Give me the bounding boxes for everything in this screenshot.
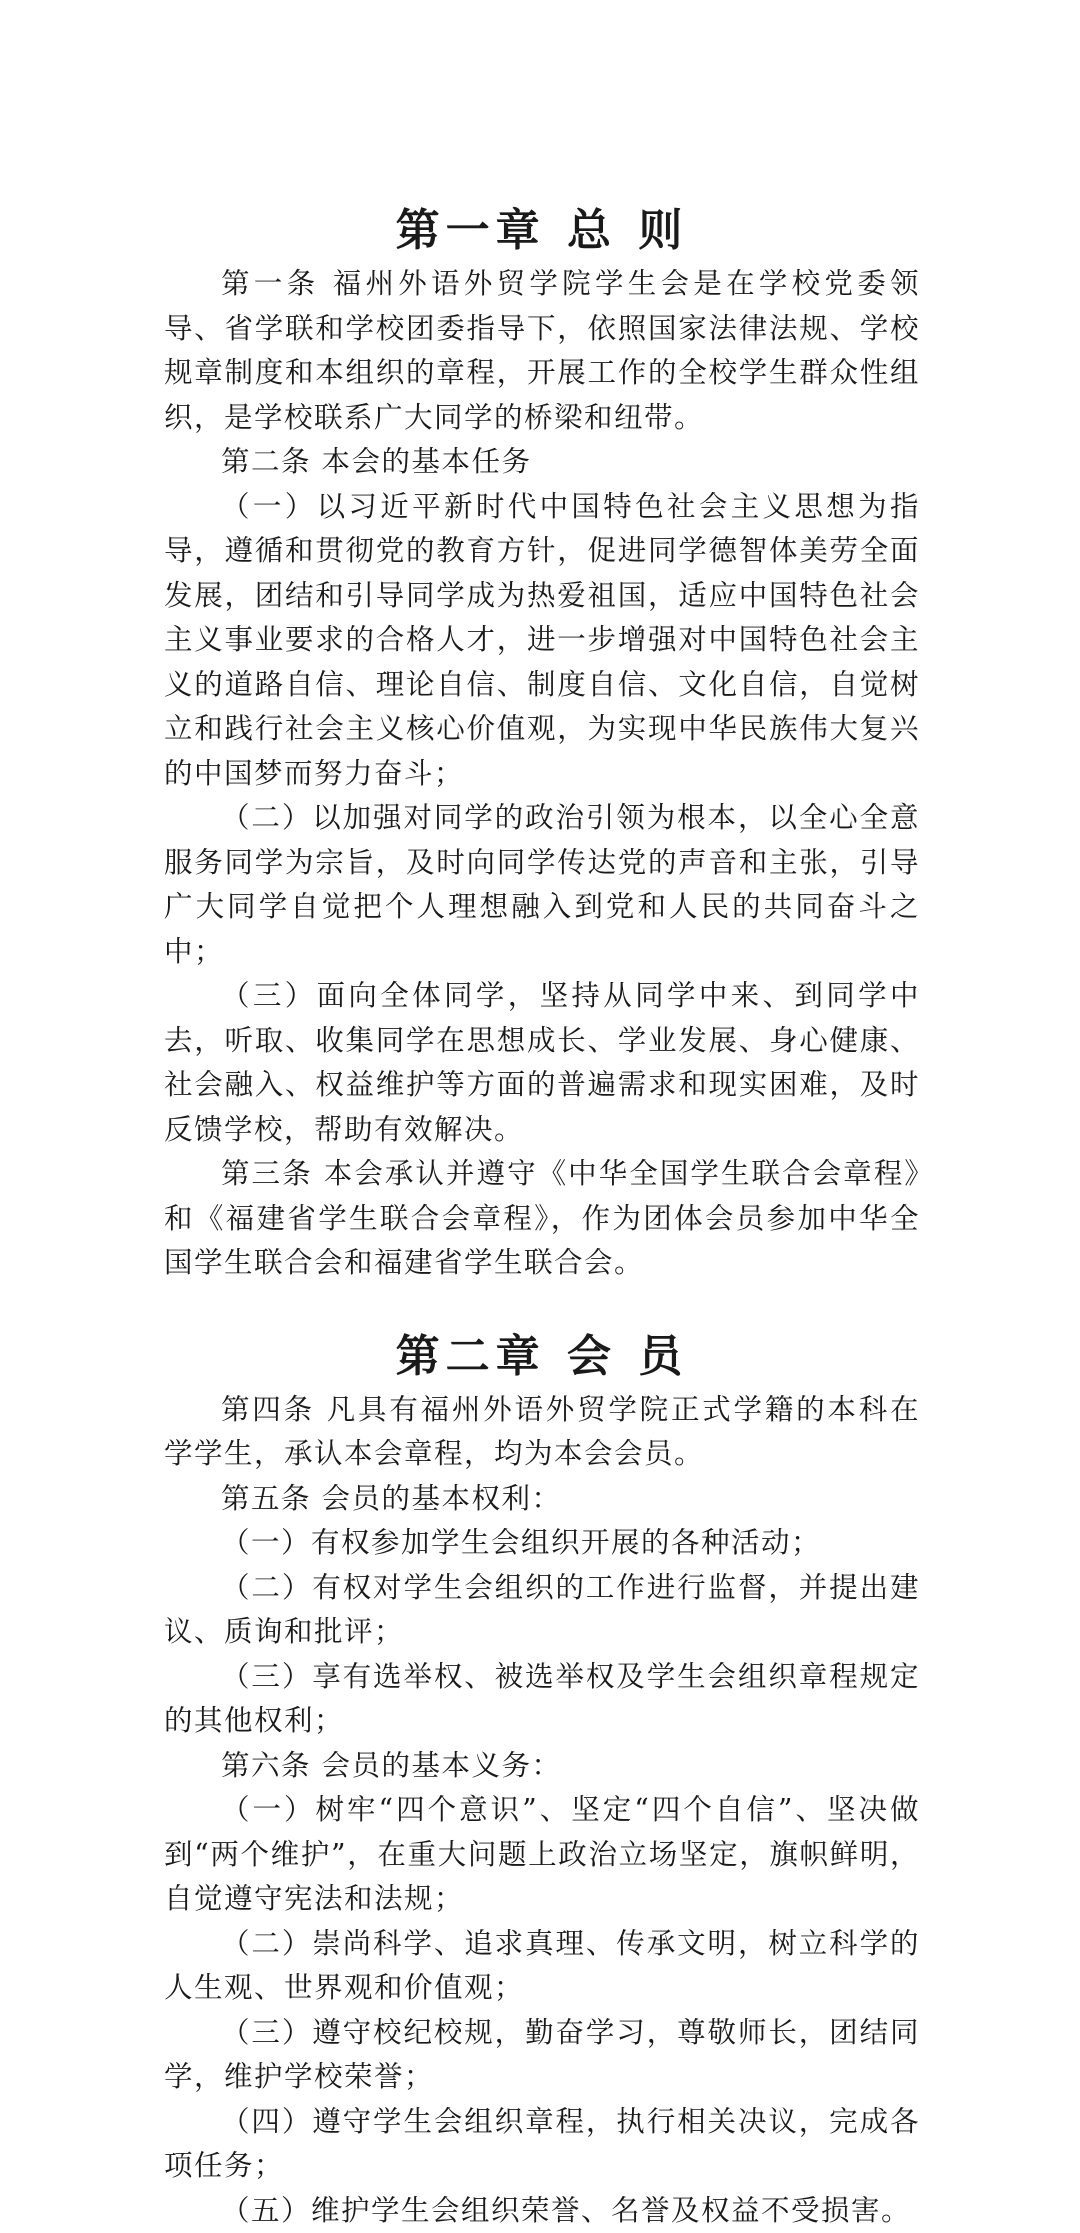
article-5-item-2: （二）有权对学生会组织的工作进行监督，并提出建议、质询和批评；: [164, 1566, 920, 1655]
article-6-item-5: （五）维护学生会组织荣誉、名誉及权益不受损害。: [164, 2189, 920, 2233]
article-5-item-3: （三）享有选举权、被选举权及学生会组织章程规定的其他权利；: [164, 1655, 920, 1744]
article-4: 第四条 凡具有福州外语外贸学院正式学籍的本科在学学生，承认本会章程，均为本会会员。: [164, 1388, 920, 1477]
article-6-item-4: （四）遵守学生会组织章程，执行相关决议，完成各项任务；: [164, 2100, 920, 2189]
article-2-item-3: （三）面向全体同学，坚持从同学中来、到同学中去，听取、收集同学在思想成长、学业发展、身心健康、社会融入、权益维护等方面的普遍需求和现实困难，及时反馈学校，帮助有效解决。: [164, 974, 920, 1152]
article-1: 第一条 福州外语外贸学院学生会是在学校党委领导、省学联和学校团委指导下，依照国家法律法规、学校规章制度和本组织的章程，开展工作的全校学生群众性组织，是学校联系广大同学的桥梁和纽带。: [164, 262, 920, 440]
article-3: 第三条 本会承认并遵守《中华全国学生联合会章程》和《福建省学生联合会章程》，作为团体会员参加中华全国学生联合会和福建省学生联合会。: [164, 1152, 920, 1286]
article-2-heading: 第二条 本会的基本任务: [164, 440, 920, 485]
article-2-item-2: （二）以加强对同学的政治引领为根本，以全心全意服务同学为宗旨，及时向同学传达党的声音和主张，引导广大同学自觉把个人理想融入到党和人民的共同奋斗之中；: [164, 796, 920, 974]
chapter-2-title: 第二章 会 员: [164, 1326, 920, 1388]
document-page: [164, 200, 920, 2233]
article-6-item-3: （三）遵守校纪校规，勤奋学习，尊敬师长，团结同学，维护学校荣誉；: [164, 2011, 920, 2100]
article-6-item-2: （二）崇尚科学、追求真理、传承文明，树立科学的人生观、世界观和价值观；: [164, 1922, 920, 2011]
article-5-item-1: （一）有权参加学生会组织开展的各种活动；: [164, 1521, 920, 1566]
chapter-1-title: 第一章 总 则: [164, 200, 920, 262]
article-6-item-1: （一）树牢“四个意识”、坚定“四个自信”、坚决做到“两个维护”，在重大问题上政治立场坚定，旗帜鲜明，自觉遵守宪法和法规；: [164, 1788, 920, 1922]
article-2-item-1: （一）以习近平新时代中国特色社会主义思想为指导，遵循和贯彻党的教育方针，促进同学德智体美劳全面发展，团结和引导同学成为热爱祖国，适应中国特色社会主义事业要求的合格人才，进一步增强对中国特色社会主义的道路自信、理论自信、制度自信、文化自信，自觉树立和践行社会主义核心价值观，为实现中华民族伟大复兴的中国梦而努力奋斗；: [164, 485, 920, 797]
article-5-heading: 第五条 会员的基本权利：: [164, 1477, 920, 1522]
article-6-heading: 第六条 会员的基本义务：: [164, 1744, 920, 1789]
